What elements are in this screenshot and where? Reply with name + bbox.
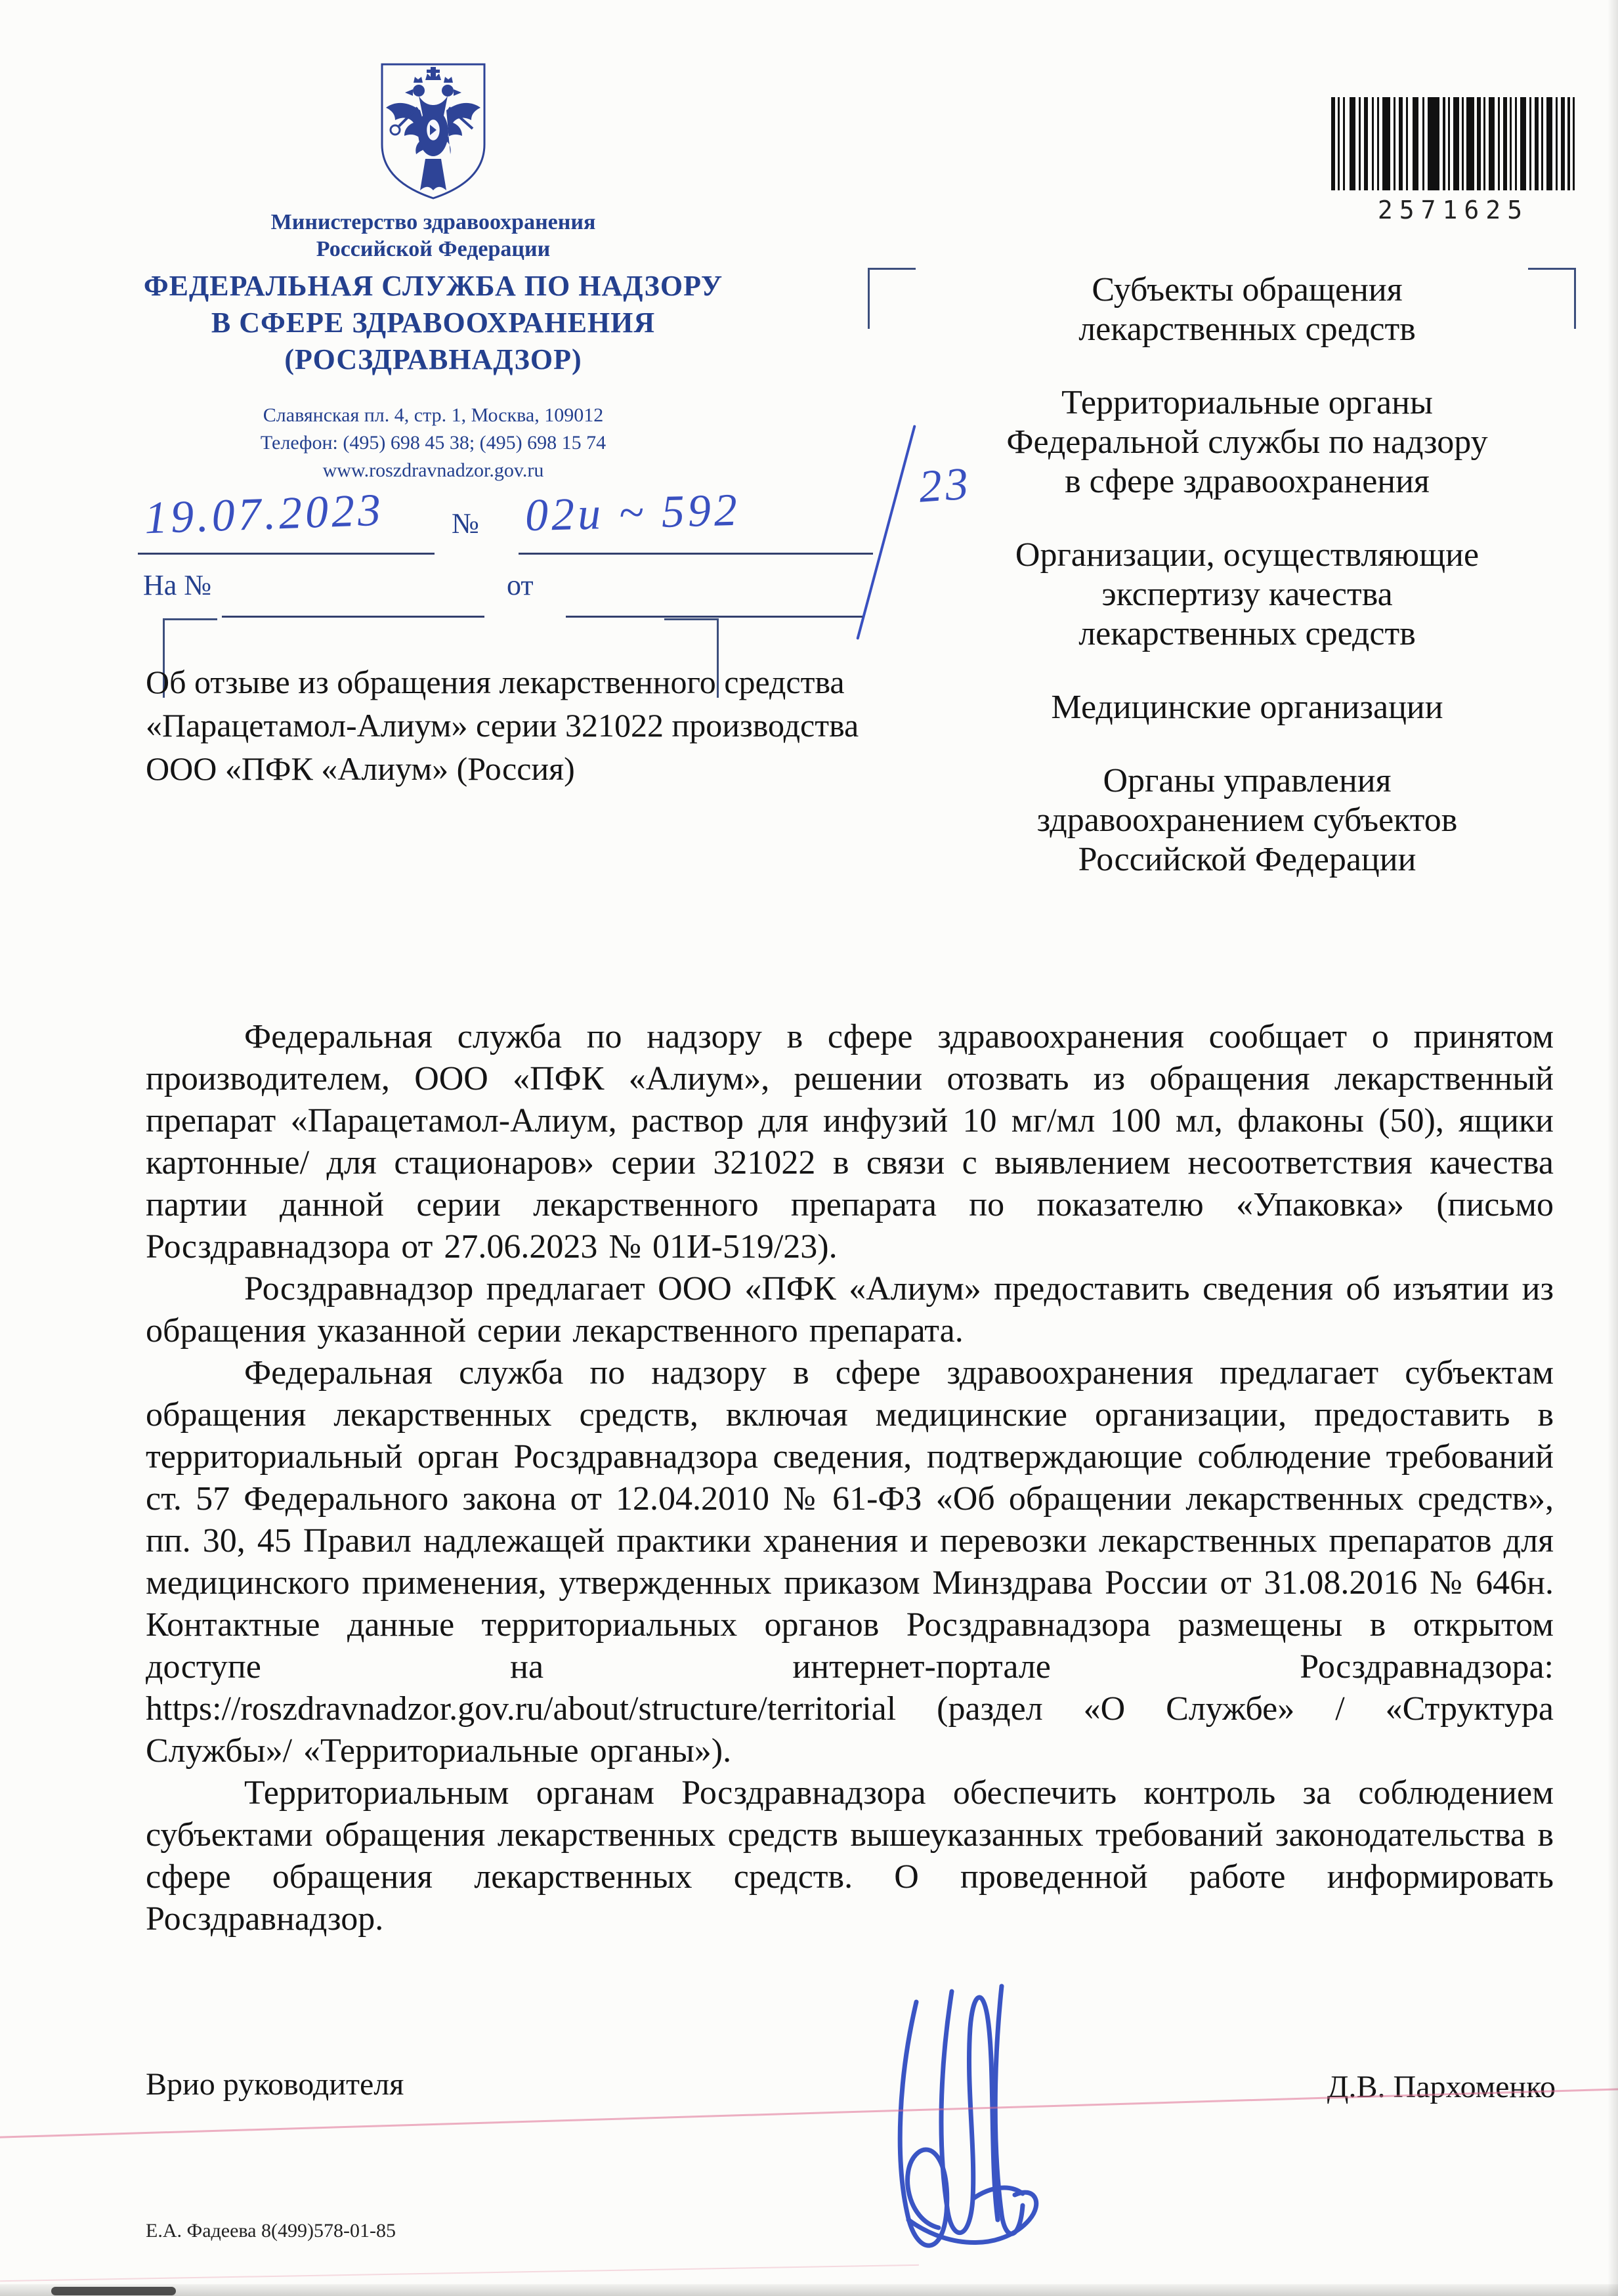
recipient-line: Федеральной службы по надзору (1006, 423, 1488, 461)
recipient-line: Территориальные органы (1061, 384, 1433, 421)
handwritten-number: 02и ~ 592 (524, 484, 741, 542)
recipient-group (985, 270, 1510, 349)
recipient-line: экспертизу качества (1101, 576, 1393, 613)
signer-name: Д.В. Пархоменко (1327, 2070, 1556, 2104)
recipient-group (985, 761, 1510, 880)
service-name (112, 268, 755, 378)
recipient-line: здравоохранением субъектов (1036, 801, 1458, 839)
recipient-line: Медицинские организации (1051, 689, 1443, 726)
executor-contact: Е.А. Фадеева 8(499)578-01-85 (146, 2220, 396, 2242)
recipient-line: Субъекты обращения (1092, 271, 1403, 308)
recipient-line: Органы управления (1103, 762, 1392, 799)
recipient-line: лекарственных средств (1078, 310, 1416, 348)
scan-smudge (51, 2287, 176, 2295)
recipient-line: Российской Федерации (1078, 841, 1416, 878)
letter-body (146, 1016, 1554, 1940)
ministry-line2: Российской Федерации (316, 237, 551, 261)
ministry-name (112, 209, 755, 263)
service-line3: (РОСЗДРАВНАДЗОР) (284, 343, 582, 375)
reply-number-label: На № (143, 569, 212, 601)
number-sign: № (452, 507, 479, 540)
body-paragraph: Росздравнадзор предлагает ООО «ПФК «Алиум» предоставить сведения об изъятии из обращения указанной серии лекарственного препарата. (146, 1270, 1554, 1350)
reply-from-label: от (507, 569, 534, 601)
recipients-list (985, 270, 1510, 914)
scan-bottom-band (0, 2284, 1618, 2296)
letterhead-address: Славянская пл. 4, стр. 1, Москва, 109012 (263, 404, 604, 426)
recipient-group (985, 383, 1510, 501)
registration-barcode (1331, 97, 1575, 190)
scan-edge-shadow (1607, 0, 1618, 2296)
letterhead-website: www.roszdravnadzor.gov.ru (322, 459, 544, 481)
addressee-corner-right (1528, 268, 1576, 329)
recipient-line: в сфере здравоохранения (1065, 463, 1430, 500)
letterhead-phone: Телефон: (495) 698 45 38; (495) 698 15 74 (260, 432, 607, 454)
addressee-corner-left (868, 268, 916, 329)
recipient-group (985, 536, 1510, 654)
barcode-number: 2571625 (1377, 196, 1529, 224)
handwritten-date: 19.07.2023 (143, 484, 385, 544)
recipient-line: Организации, осуществляющие (1015, 536, 1480, 574)
service-line1: ФЕДЕРАЛЬНАЯ СЛУЖБА ПО НАДЗОРУ (143, 270, 723, 302)
reply-number-underline (222, 616, 484, 618)
reply-date-underline (566, 616, 862, 618)
date-underline (138, 553, 435, 555)
ministry-line1: Министерство здравоохранения (270, 210, 596, 234)
letterhead-contacts (112, 402, 755, 484)
body-paragraph: Территориальным органам Росздравнадзора обеспечить контроль за соблюдением субъектами обращения лекарственных средств вышеуказанных требований законодательства в сфере обращения лекарственных средств. О проведенной работе информировать Росздравнадзор. (146, 1774, 1554, 1938)
recipient-group (985, 688, 1510, 727)
handwritten-signature (853, 1923, 1129, 2278)
signer-position: Врио руководителя (146, 2067, 404, 2102)
recipient-line: лекарственных средств (1078, 615, 1416, 652)
number-underline (519, 553, 873, 555)
handwritten-slash-stroke (856, 425, 916, 640)
body-paragraph: Федеральная служба по надзору в сфере здравоохранения сообщает о принятом производителем, ООО «ПФК «Алиум», решении отозвать из обращения лекарственный препарат «Парацетамол-Алиум, раствор для инфузий 10 мг/мл 100 мл, флаконы (50), ящики картонные/ для стационаров» серии 321022 в связи с выявлением несоответствия качества партии данной серии лекарственного препарата по показателю «Упаковка» (письмо Росздравнадзора от 27.06.2023 № 01И-519/23). (146, 1018, 1554, 1265)
handwritten-number-suffix: 23 (917, 458, 973, 513)
letter-subject: Об отзыве из обращения лекарственного средства «Парацетамол-Алиум» серии 321022 производства ООО «ПФК «Алиум» (Россия) (146, 664, 859, 787)
service-line2: В СФЕРЕ ЗДРАВООХРАНЕНИЯ (211, 307, 656, 339)
body-paragraph: Федеральная служба по надзору в сфере здравоохранения предлагает субъектам обращения лекарственных средств, включая медицинские организации, предоставить в территориальный орган Росздравнадзора сведения, подтверждающие соблюдение требований ст. 57 Федерального закона от 12.04.2010 № 61-ФЗ «Об обращении лекарственных средств», пп. 30, 45 Правил надлежащей практики хранения и перевозки лекарственных препаратов для медицинского применения, утвержденных приказом Минздрава России от 31.08.2016 № 646н. Контактные данные территориальных органов Росздравнадзора размещены в открытом доступе на интернет-портале Росздравнадзора: https://roszdravnadzor.gov.ru/about/structure/territorial (раздел «О Службе» / «Структура Службы»/ «Территориальные органы»). (146, 1354, 1554, 1770)
scan-artifact-line (0, 2264, 919, 2282)
russia-coat-of-arms-icon (375, 60, 491, 202)
